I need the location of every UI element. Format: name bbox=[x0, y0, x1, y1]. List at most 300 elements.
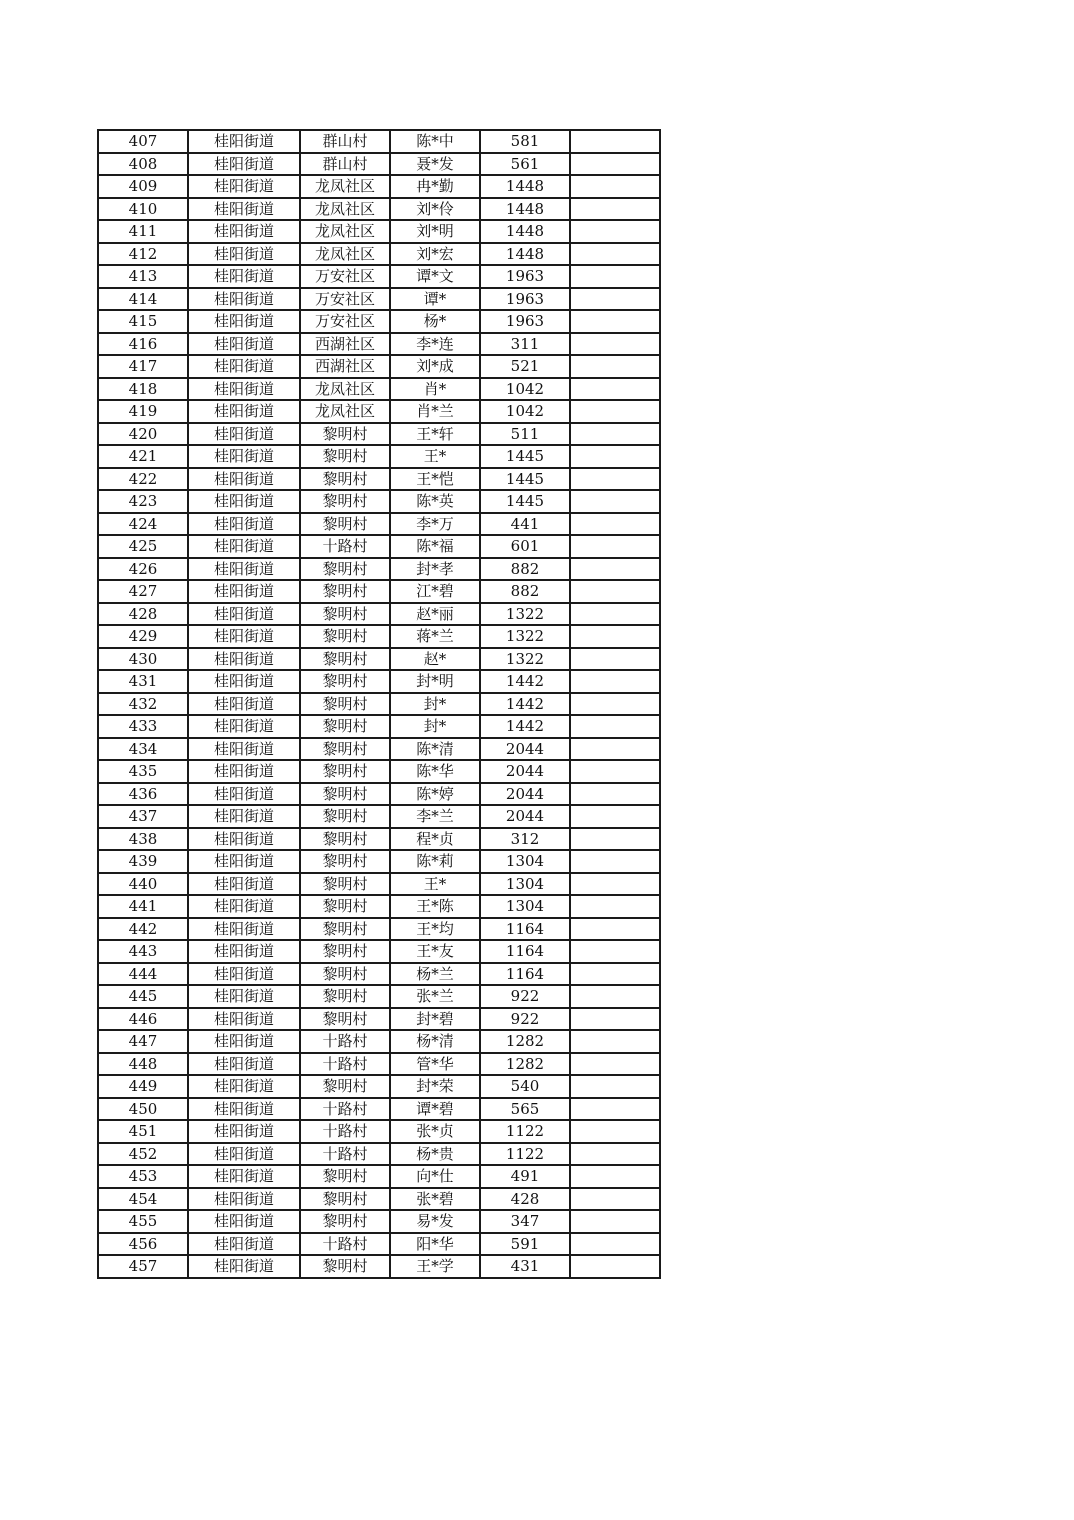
cell-amount: 1164 bbox=[480, 940, 570, 963]
cell-community: 黎明村 bbox=[300, 940, 390, 963]
cell-name: 王*学 bbox=[390, 1255, 480, 1278]
cell-amount: 1442 bbox=[480, 693, 570, 716]
cell-amount: 1322 bbox=[480, 603, 570, 626]
cell-remark bbox=[570, 333, 660, 356]
cell-amount: 441 bbox=[480, 513, 570, 536]
cell-amount: 1164 bbox=[480, 963, 570, 986]
cell-amount: 2044 bbox=[480, 738, 570, 761]
cell-index: 415 bbox=[98, 310, 188, 333]
cell-name: 刘*宏 bbox=[390, 243, 480, 266]
cell-subdistrict: 桂阳街道 bbox=[188, 603, 300, 626]
cell-name: 杨* bbox=[390, 310, 480, 333]
cell-index: 446 bbox=[98, 1008, 188, 1031]
cell-index: 418 bbox=[98, 378, 188, 401]
cell-name: 王*恺 bbox=[390, 468, 480, 491]
table-row bbox=[98, 243, 660, 266]
cell-remark bbox=[570, 580, 660, 603]
cell-subdistrict: 桂阳街道 bbox=[188, 760, 300, 783]
table-row bbox=[98, 378, 660, 401]
table-row bbox=[98, 175, 660, 198]
cell-community: 黎明村 bbox=[300, 715, 390, 738]
cell-index: 420 bbox=[98, 423, 188, 446]
cell-name: 封*孝 bbox=[390, 558, 480, 581]
cell-community: 黎明村 bbox=[300, 783, 390, 806]
cell-index: 416 bbox=[98, 333, 188, 356]
cell-name: 管*华 bbox=[390, 1053, 480, 1076]
table-row bbox=[98, 895, 660, 918]
cell-index: 437 bbox=[98, 805, 188, 828]
cell-amount: 1304 bbox=[480, 895, 570, 918]
cell-remark bbox=[570, 783, 660, 806]
cell-name: 张*兰 bbox=[390, 985, 480, 1008]
cell-remark bbox=[570, 625, 660, 648]
cell-community: 黎明村 bbox=[300, 693, 390, 716]
cell-remark bbox=[570, 918, 660, 941]
cell-community: 万安社区 bbox=[300, 265, 390, 288]
table-row bbox=[98, 468, 660, 491]
cell-name: 封* bbox=[390, 693, 480, 716]
cell-community: 龙凤社区 bbox=[300, 175, 390, 198]
cell-community: 黎明村 bbox=[300, 918, 390, 941]
cell-subdistrict: 桂阳街道 bbox=[188, 535, 300, 558]
cell-index: 414 bbox=[98, 288, 188, 311]
cell-index: 448 bbox=[98, 1053, 188, 1076]
cell-amount: 581 bbox=[480, 130, 570, 153]
cell-remark bbox=[570, 490, 660, 513]
cell-index: 444 bbox=[98, 963, 188, 986]
cell-name: 陈*婷 bbox=[390, 783, 480, 806]
cell-subdistrict: 桂阳街道 bbox=[188, 378, 300, 401]
cell-subdistrict: 桂阳街道 bbox=[188, 423, 300, 446]
cell-name: 李*万 bbox=[390, 513, 480, 536]
cell-index: 443 bbox=[98, 940, 188, 963]
cell-community: 黎明村 bbox=[300, 445, 390, 468]
cell-remark bbox=[570, 648, 660, 671]
cell-community: 黎明村 bbox=[300, 670, 390, 693]
cell-amount: 1122 bbox=[480, 1120, 570, 1143]
cell-amount: 1042 bbox=[480, 400, 570, 423]
cell-subdistrict: 桂阳街道 bbox=[188, 805, 300, 828]
cell-amount: 561 bbox=[480, 153, 570, 176]
cell-index: 423 bbox=[98, 490, 188, 513]
cell-remark bbox=[570, 1030, 660, 1053]
cell-remark bbox=[570, 895, 660, 918]
cell-subdistrict: 桂阳街道 bbox=[188, 558, 300, 581]
cell-community: 黎明村 bbox=[300, 490, 390, 513]
cell-remark bbox=[570, 1255, 660, 1278]
cell-community: 黎明村 bbox=[300, 1255, 390, 1278]
cell-community: 黎明村 bbox=[300, 738, 390, 761]
cell-amount: 1448 bbox=[480, 175, 570, 198]
cell-remark bbox=[570, 513, 660, 536]
cell-community: 十路村 bbox=[300, 1030, 390, 1053]
cell-subdistrict: 桂阳街道 bbox=[188, 220, 300, 243]
cell-subdistrict: 桂阳街道 bbox=[188, 355, 300, 378]
table-row bbox=[98, 1188, 660, 1211]
cell-amount: 1445 bbox=[480, 468, 570, 491]
cell-name: 陈*中 bbox=[390, 130, 480, 153]
cell-community: 十路村 bbox=[300, 1098, 390, 1121]
cell-name: 聂*发 bbox=[390, 153, 480, 176]
cell-subdistrict: 桂阳街道 bbox=[188, 153, 300, 176]
table-row bbox=[98, 1120, 660, 1143]
cell-index: 433 bbox=[98, 715, 188, 738]
cell-subdistrict: 桂阳街道 bbox=[188, 175, 300, 198]
table-row bbox=[98, 918, 660, 941]
cell-remark bbox=[570, 670, 660, 693]
cell-community: 黎明村 bbox=[300, 423, 390, 446]
table-row bbox=[98, 355, 660, 378]
cell-remark bbox=[570, 355, 660, 378]
cell-name: 刘*明 bbox=[390, 220, 480, 243]
cell-subdistrict: 桂阳街道 bbox=[188, 580, 300, 603]
cell-community: 十路村 bbox=[300, 1120, 390, 1143]
cell-index: 454 bbox=[98, 1188, 188, 1211]
table-body bbox=[98, 130, 660, 1278]
cell-community: 万安社区 bbox=[300, 310, 390, 333]
cell-amount: 922 bbox=[480, 1008, 570, 1031]
cell-amount: 1445 bbox=[480, 490, 570, 513]
table-row bbox=[98, 1210, 660, 1233]
cell-name: 肖*兰 bbox=[390, 400, 480, 423]
cell-remark bbox=[570, 850, 660, 873]
cell-name: 陈*福 bbox=[390, 535, 480, 558]
cell-index: 426 bbox=[98, 558, 188, 581]
cell-name: 陈*英 bbox=[390, 490, 480, 513]
cell-subdistrict: 桂阳街道 bbox=[188, 895, 300, 918]
cell-subdistrict: 桂阳街道 bbox=[188, 445, 300, 468]
cell-amount: 1445 bbox=[480, 445, 570, 468]
cell-remark bbox=[570, 1165, 660, 1188]
cell-amount: 1442 bbox=[480, 670, 570, 693]
cell-remark bbox=[570, 1210, 660, 1233]
table-row bbox=[98, 580, 660, 603]
cell-remark bbox=[570, 1098, 660, 1121]
cell-subdistrict: 桂阳街道 bbox=[188, 850, 300, 873]
cell-subdistrict: 桂阳街道 bbox=[188, 243, 300, 266]
cell-subdistrict: 桂阳街道 bbox=[188, 648, 300, 671]
cell-amount: 1322 bbox=[480, 648, 570, 671]
cell-name: 阳*华 bbox=[390, 1233, 480, 1256]
cell-remark bbox=[570, 400, 660, 423]
cell-amount: 311 bbox=[480, 333, 570, 356]
cell-amount: 1282 bbox=[480, 1053, 570, 1076]
cell-community: 龙凤社区 bbox=[300, 220, 390, 243]
cell-name: 程*贞 bbox=[390, 828, 480, 851]
cell-index: 445 bbox=[98, 985, 188, 1008]
cell-community: 黎明村 bbox=[300, 1165, 390, 1188]
cell-remark bbox=[570, 423, 660, 446]
cell-amount: 882 bbox=[480, 558, 570, 581]
cell-index: 455 bbox=[98, 1210, 188, 1233]
cell-community: 十路村 bbox=[300, 1143, 390, 1166]
cell-community: 黎明村 bbox=[300, 648, 390, 671]
cell-index: 429 bbox=[98, 625, 188, 648]
cell-remark bbox=[570, 198, 660, 221]
cell-remark bbox=[570, 1233, 660, 1256]
cell-amount: 428 bbox=[480, 1188, 570, 1211]
cell-subdistrict: 桂阳街道 bbox=[188, 738, 300, 761]
cell-subdistrict: 桂阳街道 bbox=[188, 963, 300, 986]
cell-index: 434 bbox=[98, 738, 188, 761]
cell-subdistrict: 桂阳街道 bbox=[188, 1075, 300, 1098]
table-row bbox=[98, 648, 660, 671]
cell-index: 451 bbox=[98, 1120, 188, 1143]
cell-community: 黎明村 bbox=[300, 850, 390, 873]
cell-subdistrict: 桂阳街道 bbox=[188, 1008, 300, 1031]
cell-name: 王* bbox=[390, 445, 480, 468]
table-row bbox=[98, 940, 660, 963]
cell-subdistrict: 桂阳街道 bbox=[188, 783, 300, 806]
table-row bbox=[98, 805, 660, 828]
table-row bbox=[98, 333, 660, 356]
table-row bbox=[98, 535, 660, 558]
cell-amount: 2044 bbox=[480, 783, 570, 806]
cell-amount: 922 bbox=[480, 985, 570, 1008]
cell-remark bbox=[570, 873, 660, 896]
cell-name: 陈*华 bbox=[390, 760, 480, 783]
cell-remark bbox=[570, 805, 660, 828]
cell-name: 封* bbox=[390, 715, 480, 738]
table-row bbox=[98, 693, 660, 716]
cell-name: 谭* bbox=[390, 288, 480, 311]
cell-community: 万安社区 bbox=[300, 288, 390, 311]
cell-index: 450 bbox=[98, 1098, 188, 1121]
table-row bbox=[98, 1143, 660, 1166]
cell-index: 442 bbox=[98, 918, 188, 941]
cell-subdistrict: 桂阳街道 bbox=[188, 310, 300, 333]
cell-amount: 1282 bbox=[480, 1030, 570, 1053]
table-row bbox=[98, 1233, 660, 1256]
cell-index: 427 bbox=[98, 580, 188, 603]
cell-remark bbox=[570, 378, 660, 401]
cell-index: 431 bbox=[98, 670, 188, 693]
cell-community: 十路村 bbox=[300, 535, 390, 558]
cell-subdistrict: 桂阳街道 bbox=[188, 288, 300, 311]
cell-amount: 521 bbox=[480, 355, 570, 378]
cell-amount: 601 bbox=[480, 535, 570, 558]
cell-community: 黎明村 bbox=[300, 603, 390, 626]
cell-community: 黎明村 bbox=[300, 558, 390, 581]
table-row bbox=[98, 558, 660, 581]
cell-name: 王*轩 bbox=[390, 423, 480, 446]
cell-amount: 1122 bbox=[480, 1143, 570, 1166]
cell-subdistrict: 桂阳街道 bbox=[188, 513, 300, 536]
cell-remark bbox=[570, 940, 660, 963]
cell-index: 435 bbox=[98, 760, 188, 783]
cell-name: 张*碧 bbox=[390, 1188, 480, 1211]
cell-amount: 1963 bbox=[480, 288, 570, 311]
cell-subdistrict: 桂阳街道 bbox=[188, 265, 300, 288]
cell-subdistrict: 桂阳街道 bbox=[188, 918, 300, 941]
cell-community: 黎明村 bbox=[300, 895, 390, 918]
cell-subdistrict: 桂阳街道 bbox=[188, 1233, 300, 1256]
cell-subdistrict: 桂阳街道 bbox=[188, 715, 300, 738]
table-row bbox=[98, 130, 660, 153]
cell-subdistrict: 桂阳街道 bbox=[188, 1143, 300, 1166]
cell-amount: 2044 bbox=[480, 760, 570, 783]
cell-remark bbox=[570, 985, 660, 1008]
cell-index: 425 bbox=[98, 535, 188, 558]
table-row bbox=[98, 1075, 660, 1098]
cell-subdistrict: 桂阳街道 bbox=[188, 985, 300, 1008]
cell-remark bbox=[570, 243, 660, 266]
cell-community: 十路村 bbox=[300, 1233, 390, 1256]
cell-remark bbox=[570, 130, 660, 153]
table-row bbox=[98, 1030, 660, 1053]
cell-community: 黎明村 bbox=[300, 580, 390, 603]
cell-name: 杨*清 bbox=[390, 1030, 480, 1053]
cell-index: 452 bbox=[98, 1143, 188, 1166]
cell-remark bbox=[570, 963, 660, 986]
cell-remark bbox=[570, 310, 660, 333]
cell-index: 424 bbox=[98, 513, 188, 536]
table-row bbox=[98, 265, 660, 288]
cell-community: 黎明村 bbox=[300, 1075, 390, 1098]
cell-index: 440 bbox=[98, 873, 188, 896]
cell-name: 肖* bbox=[390, 378, 480, 401]
cell-subdistrict: 桂阳街道 bbox=[188, 828, 300, 851]
cell-amount: 431 bbox=[480, 1255, 570, 1278]
cell-name: 易*发 bbox=[390, 1210, 480, 1233]
table-row bbox=[98, 490, 660, 513]
cell-name: 赵*丽 bbox=[390, 603, 480, 626]
cell-remark bbox=[570, 153, 660, 176]
cell-amount: 312 bbox=[480, 828, 570, 851]
cell-amount: 347 bbox=[480, 1210, 570, 1233]
cell-amount: 1448 bbox=[480, 220, 570, 243]
cell-subdistrict: 桂阳街道 bbox=[188, 198, 300, 221]
cell-index: 413 bbox=[98, 265, 188, 288]
cell-subdistrict: 桂阳街道 bbox=[188, 1120, 300, 1143]
cell-name: 李*兰 bbox=[390, 805, 480, 828]
cell-amount: 1304 bbox=[480, 873, 570, 896]
table-row bbox=[98, 310, 660, 333]
cell-amount: 565 bbox=[480, 1098, 570, 1121]
table-row bbox=[98, 873, 660, 896]
cell-subdistrict: 桂阳街道 bbox=[188, 490, 300, 513]
cell-remark bbox=[570, 1120, 660, 1143]
cell-name: 杨*兰 bbox=[390, 963, 480, 986]
cell-amount: 1442 bbox=[480, 715, 570, 738]
cell-amount: 1042 bbox=[480, 378, 570, 401]
cell-name: 刘*成 bbox=[390, 355, 480, 378]
cell-index: 457 bbox=[98, 1255, 188, 1278]
table-row bbox=[98, 1255, 660, 1278]
cell-community: 龙凤社区 bbox=[300, 400, 390, 423]
cell-name: 封*碧 bbox=[390, 1008, 480, 1031]
cell-index: 438 bbox=[98, 828, 188, 851]
cell-community: 西湖社区 bbox=[300, 355, 390, 378]
table-row bbox=[98, 1098, 660, 1121]
cell-community: 龙凤社区 bbox=[300, 243, 390, 266]
cell-amount: 2044 bbox=[480, 805, 570, 828]
cell-remark bbox=[570, 1075, 660, 1098]
table-row bbox=[98, 423, 660, 446]
cell-name: 王*陈 bbox=[390, 895, 480, 918]
cell-subdistrict: 桂阳街道 bbox=[188, 1188, 300, 1211]
cell-community: 龙凤社区 bbox=[300, 378, 390, 401]
cell-amount: 1304 bbox=[480, 850, 570, 873]
cell-name: 向*仕 bbox=[390, 1165, 480, 1188]
cell-name: 冉*勤 bbox=[390, 175, 480, 198]
cell-name: 江*碧 bbox=[390, 580, 480, 603]
cell-remark bbox=[570, 828, 660, 851]
cell-subdistrict: 桂阳街道 bbox=[188, 333, 300, 356]
cell-community: 群山村 bbox=[300, 130, 390, 153]
table-row bbox=[98, 288, 660, 311]
cell-name: 蒋*兰 bbox=[390, 625, 480, 648]
table-row bbox=[98, 850, 660, 873]
cell-remark bbox=[570, 288, 660, 311]
table-row bbox=[98, 625, 660, 648]
cell-remark bbox=[570, 1143, 660, 1166]
cell-remark bbox=[570, 468, 660, 491]
cell-subdistrict: 桂阳街道 bbox=[188, 1098, 300, 1121]
cell-index: 456 bbox=[98, 1233, 188, 1256]
cell-community: 黎明村 bbox=[300, 513, 390, 536]
cell-index: 453 bbox=[98, 1165, 188, 1188]
cell-name: 赵* bbox=[390, 648, 480, 671]
cell-subdistrict: 桂阳街道 bbox=[188, 1030, 300, 1053]
table-row bbox=[98, 445, 660, 468]
cell-community: 黎明村 bbox=[300, 1188, 390, 1211]
cell-subdistrict: 桂阳街道 bbox=[188, 940, 300, 963]
cell-name: 刘*伶 bbox=[390, 198, 480, 221]
cell-subdistrict: 桂阳街道 bbox=[188, 1165, 300, 1188]
cell-amount: 1322 bbox=[480, 625, 570, 648]
cell-index: 436 bbox=[98, 783, 188, 806]
table-row bbox=[98, 760, 660, 783]
cell-index: 428 bbox=[98, 603, 188, 626]
cell-index: 411 bbox=[98, 220, 188, 243]
cell-remark bbox=[570, 1008, 660, 1031]
cell-remark bbox=[570, 738, 660, 761]
cell-index: 409 bbox=[98, 175, 188, 198]
cell-remark bbox=[570, 715, 660, 738]
table-row bbox=[98, 198, 660, 221]
cell-name: 谭*碧 bbox=[390, 1098, 480, 1121]
cell-remark bbox=[570, 693, 660, 716]
cell-community: 黎明村 bbox=[300, 1008, 390, 1031]
cell-remark bbox=[570, 760, 660, 783]
cell-community: 龙凤社区 bbox=[300, 198, 390, 221]
table-row bbox=[98, 670, 660, 693]
cell-remark bbox=[570, 175, 660, 198]
cell-remark bbox=[570, 535, 660, 558]
cell-index: 441 bbox=[98, 895, 188, 918]
cell-index: 417 bbox=[98, 355, 188, 378]
cell-amount: 1164 bbox=[480, 918, 570, 941]
cell-subdistrict: 桂阳街道 bbox=[188, 625, 300, 648]
cell-community: 黎明村 bbox=[300, 828, 390, 851]
table-row bbox=[98, 985, 660, 1008]
cell-index: 410 bbox=[98, 198, 188, 221]
cell-amount: 540 bbox=[480, 1075, 570, 1098]
cell-amount: 491 bbox=[480, 1165, 570, 1188]
cell-remark bbox=[570, 1053, 660, 1076]
cell-subdistrict: 桂阳街道 bbox=[188, 468, 300, 491]
cell-remark bbox=[570, 445, 660, 468]
cell-community: 十路村 bbox=[300, 1053, 390, 1076]
cell-subdistrict: 桂阳街道 bbox=[188, 873, 300, 896]
cell-index: 422 bbox=[98, 468, 188, 491]
cell-name: 陈*清 bbox=[390, 738, 480, 761]
cell-community: 黎明村 bbox=[300, 873, 390, 896]
cell-name: 李*连 bbox=[390, 333, 480, 356]
cell-community: 黎明村 bbox=[300, 760, 390, 783]
cell-name: 谭*文 bbox=[390, 265, 480, 288]
